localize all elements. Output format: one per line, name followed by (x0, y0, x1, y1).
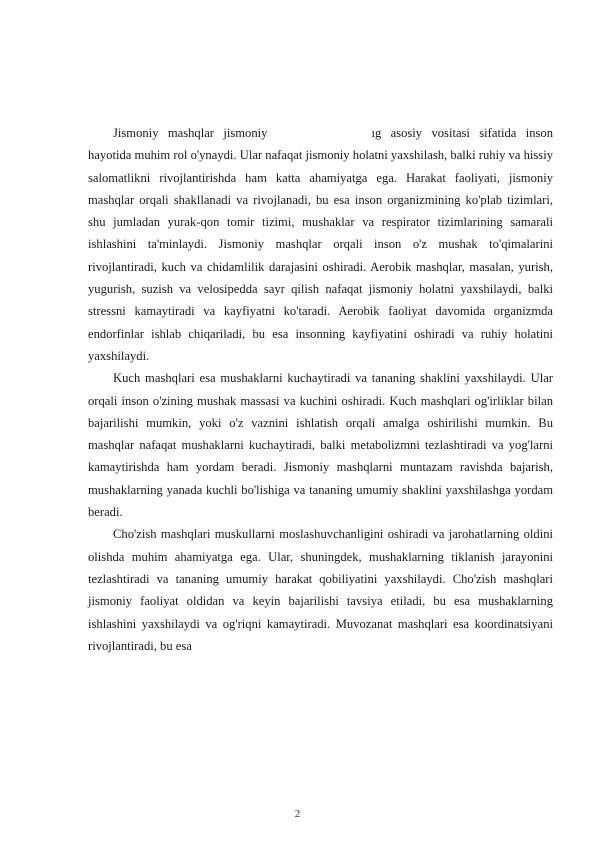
body-text (88, 122, 553, 657)
paragraph-1 (88, 122, 553, 367)
paragraph-2: Kuch mashqlari esa mushaklarni kuchaytiradi va tananing shaklini yaxshilaydi. Ular orqali inson o'zining mushak massasi va kuchini oshiradi. Kuch mashqlari og'irliklar bilan bajarilishi mumkin, yoki o'z vaznini ishlatish orqali amalga oshirilishi mumkin. Bu mashqlar nafaqat mushaklarni kuchaytiradi, balki metabolizmni tezlashtiradi va yog'larni kamaytirishda ham yordam beradi. Jismoniy mashqlarni muntazam ravishda bajarish, mushaklarning yanada kuchli bo'lishiga va tananing umumiy shaklini yaxshilashga yordam beradi. (88, 371, 553, 520)
paragraph-3: Cho'zish mashqlari muskullarni moslashuvchanligini oshiradi va jarohatlarning oldini olishda muhim ahamiyatga ega. Ular, shuningdek, mushaklarning tiklanish jarayonini tezlashtiradi va tananing umumiy harakat qobiliyatini yaxshilaydi. Cho'zish mashqlari jismoniy faoliyat oldidan va keyin bajarilishi tavsiya etiladi, bu esa mushaklarning ishlashini yaxshilaydi va og'riqni kamaytiradi. Muvozanat mashqlari esa koordinatsiyani rivojlantiradi, bu esa (88, 527, 553, 653)
paragraph-1-trail: ıg asosiy vositasi sifatida inson hayotida muhim rol o'ynaydi. Ular nafaqat jismoniy holatni yaxshilash, balki ruhiy va hissiy salomatlikni rivojlantirishda ham katta ahamiyatga ega. Harakat faoliyati, jismoniy mashqlar orqali shakllanadi va rivojlanadi, bu esa inson organizmining ko'plab tizimlari, shu jumladan yurak-qon tomir tizimi, mushaklar va respirator tizimlarining samarali ishlashini ta'minlaydi. Jismoniy mashqlar orqali inson o'z mushak to'qimalarini rivojlantiradi, kuch va chidamlilik darajasini oshiradi. Aerobik mashqlar, masalan, yurish, yugurish, suzish va velosipedda sayr qilish nafaqat jismoniy holatni yaxshilaydi, balki stressni kamaytiradi va kayfiyatni ko'taradi. Aerobik faoliyat davomida organizmda endorfinlar ishlab chiqariladi, bu esa insonning kayfiyatini oshiradi va ruhiy holatini yaxshilaydi. (88, 126, 554, 363)
text-obscured-gap (267, 127, 371, 137)
paragraph-1-lead: Jismoniy mashqlar jismoniy (113, 126, 268, 140)
page-number: 2 (294, 808, 301, 820)
